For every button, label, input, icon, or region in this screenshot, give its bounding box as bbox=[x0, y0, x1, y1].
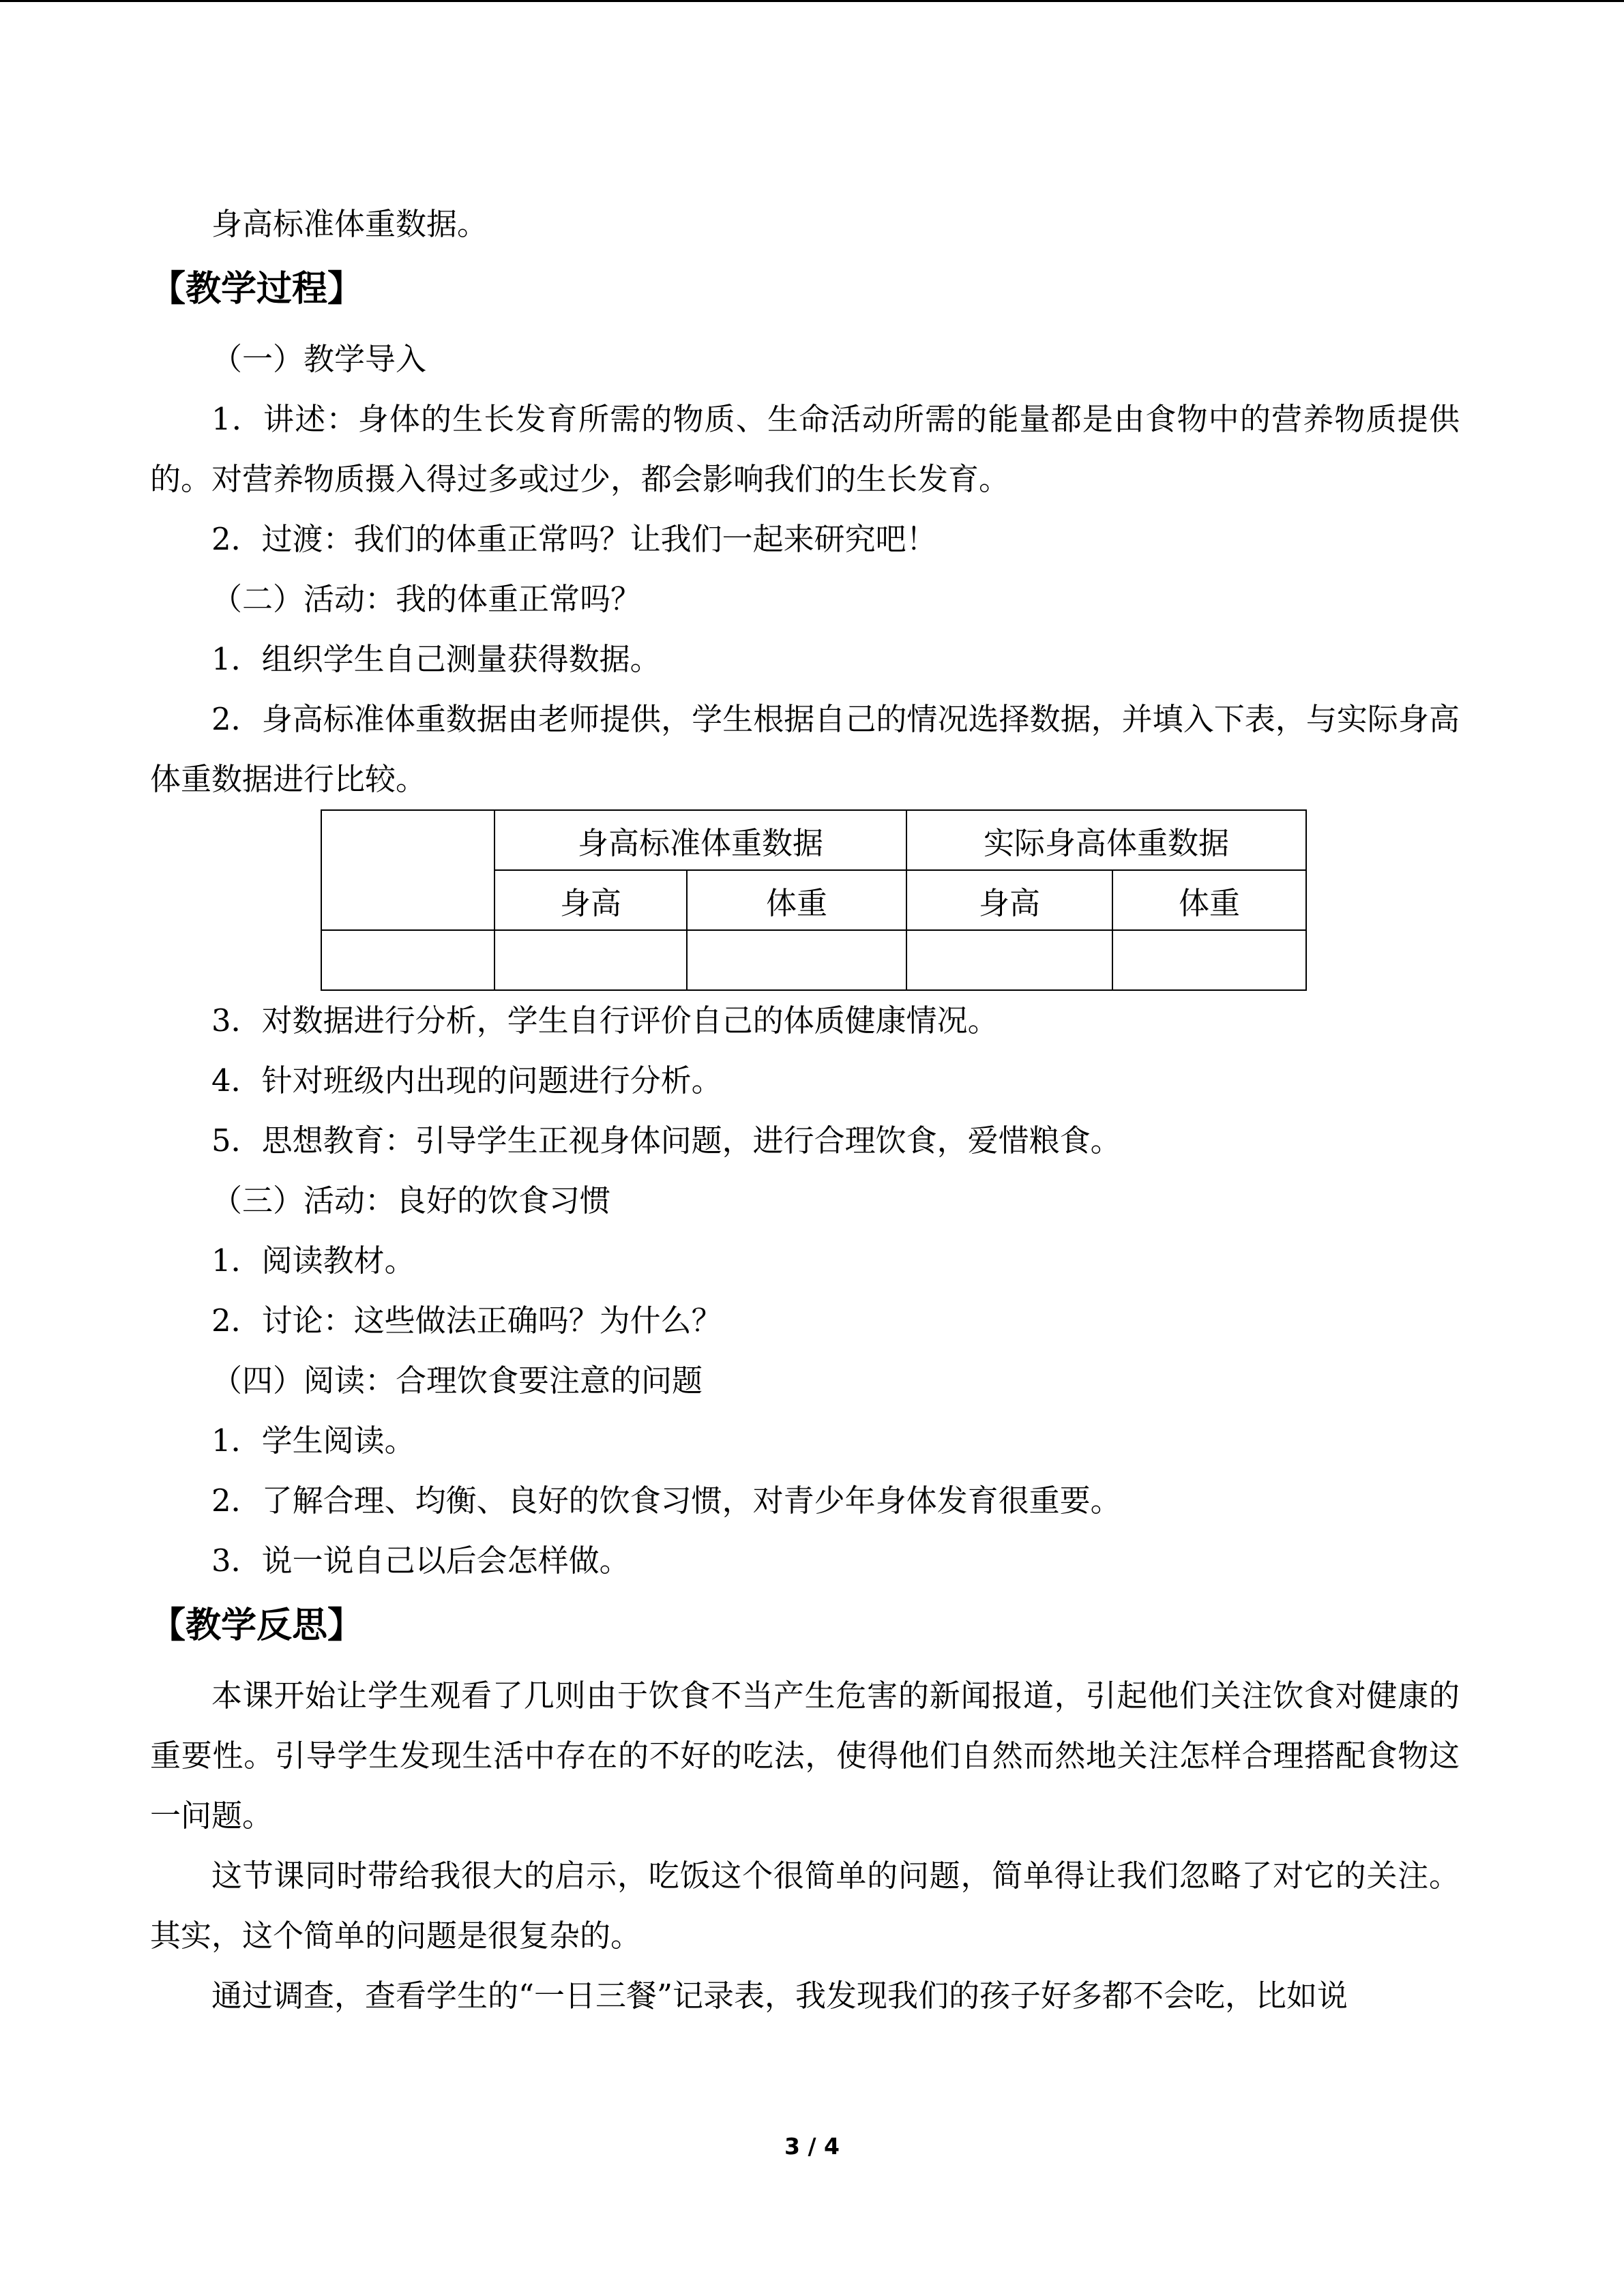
table-cell-blank bbox=[1112, 930, 1306, 990]
part2-item2: 2．身高标准体重数据由老师提供，学生根据自己的情况选择数据，并填入下表，与实际身高体重数据进行比较。 bbox=[150, 701, 1460, 797]
part4-item2: 2．了解合理、均衡、良好的饮食习惯，对青少年身体发育很重要。 bbox=[211, 1482, 1121, 1519]
top-border-line bbox=[0, 0, 1624, 2]
height-weight-table bbox=[321, 809, 1307, 991]
table-header-actual-height: 身高 bbox=[906, 870, 1112, 930]
document-page bbox=[150, 194, 1460, 2026]
table-cell-blank bbox=[687, 930, 906, 990]
part2-item1: 1．组织学生自己测量获得数据。 bbox=[211, 641, 661, 677]
reflection-para1: 本课开始让学生观看了几则由于饮食不当产生危害的新闻报道，引起他们关注饮食对健康的重要性。引导学生发现生活中存在的不好的吃法，使得他们自然而然地关注怎样合理搭配食物这一问题。 bbox=[150, 1678, 1460, 1834]
table-header-standard-weight: 体重 bbox=[687, 870, 906, 930]
part4-item3: 3．说一说自己以后会怎样做。 bbox=[211, 1542, 630, 1579]
part1-title: （一）教学导入 bbox=[211, 341, 427, 377]
part4-title: （四）阅读：合理饮食要注意的问题 bbox=[211, 1362, 703, 1399]
part2-item3: 3．对数据进行分析，学生自行评价自己的体质健康情况。 bbox=[211, 1002, 999, 1039]
section-heading-reflection: 【教学反思】 bbox=[150, 1605, 364, 1646]
part4-item1: 1．学生阅读。 bbox=[211, 1422, 415, 1459]
section-heading-process: 【教学过程】 bbox=[150, 269, 364, 310]
table-empty-header-cell bbox=[321, 810, 494, 930]
part3-title: （三）活动：良好的饮食习惯 bbox=[211, 1182, 611, 1219]
intro-tail-text: 身高标准体重数据。 bbox=[211, 206, 488, 242]
part1-item2: 2．过渡：我们的体重正常吗？让我们一起来研究吧！ bbox=[211, 521, 937, 557]
table-row bbox=[321, 810, 1306, 870]
reflection-para3: 通过调查，查看学生的“一日三餐”记录表，我发现我们的孩子好多都不会吃，比如说 bbox=[211, 1978, 1348, 2014]
table-header-actual-weight: 体重 bbox=[1112, 870, 1306, 930]
table-header-standard: 身高标准体重数据 bbox=[494, 810, 906, 870]
reflection-para2: 这节课同时带给我很大的启示，吃饭这个很简单的问题，简单得让我们忽略了对它的关注。其实，这个简单的问题是很复杂的。 bbox=[150, 1858, 1460, 1954]
page-number: 3 / 4 bbox=[784, 2133, 840, 2160]
part2-item4: 4．针对班级内出现的问题进行分析。 bbox=[211, 1062, 722, 1099]
table-cell-blank bbox=[321, 930, 494, 990]
table-header-standard-height: 身高 bbox=[494, 870, 687, 930]
part3-item2: 2．讨论：这些做法正确吗？为什么？ bbox=[211, 1302, 722, 1339]
table-cell-blank bbox=[906, 930, 1112, 990]
table-cell-blank bbox=[494, 930, 687, 990]
table-row bbox=[321, 930, 1306, 990]
part2-item5: 5．思想教育：引导学生正视身体问题，进行合理饮食，爱惜粮食。 bbox=[211, 1122, 1121, 1159]
table-header-actual: 实际身高体重数据 bbox=[906, 810, 1306, 870]
part2-title: （二）活动：我的体重正常吗？ bbox=[211, 581, 642, 617]
part1-item1: 1．讲述：身体的生长发育所需的物质、生命活动所需的能量都是由食物中的营养物质提供的。对营养物质摄入得过多或过少，都会影响我们的生长发育。 bbox=[150, 401, 1460, 497]
part3-item1: 1．阅读教材。 bbox=[211, 1242, 415, 1279]
